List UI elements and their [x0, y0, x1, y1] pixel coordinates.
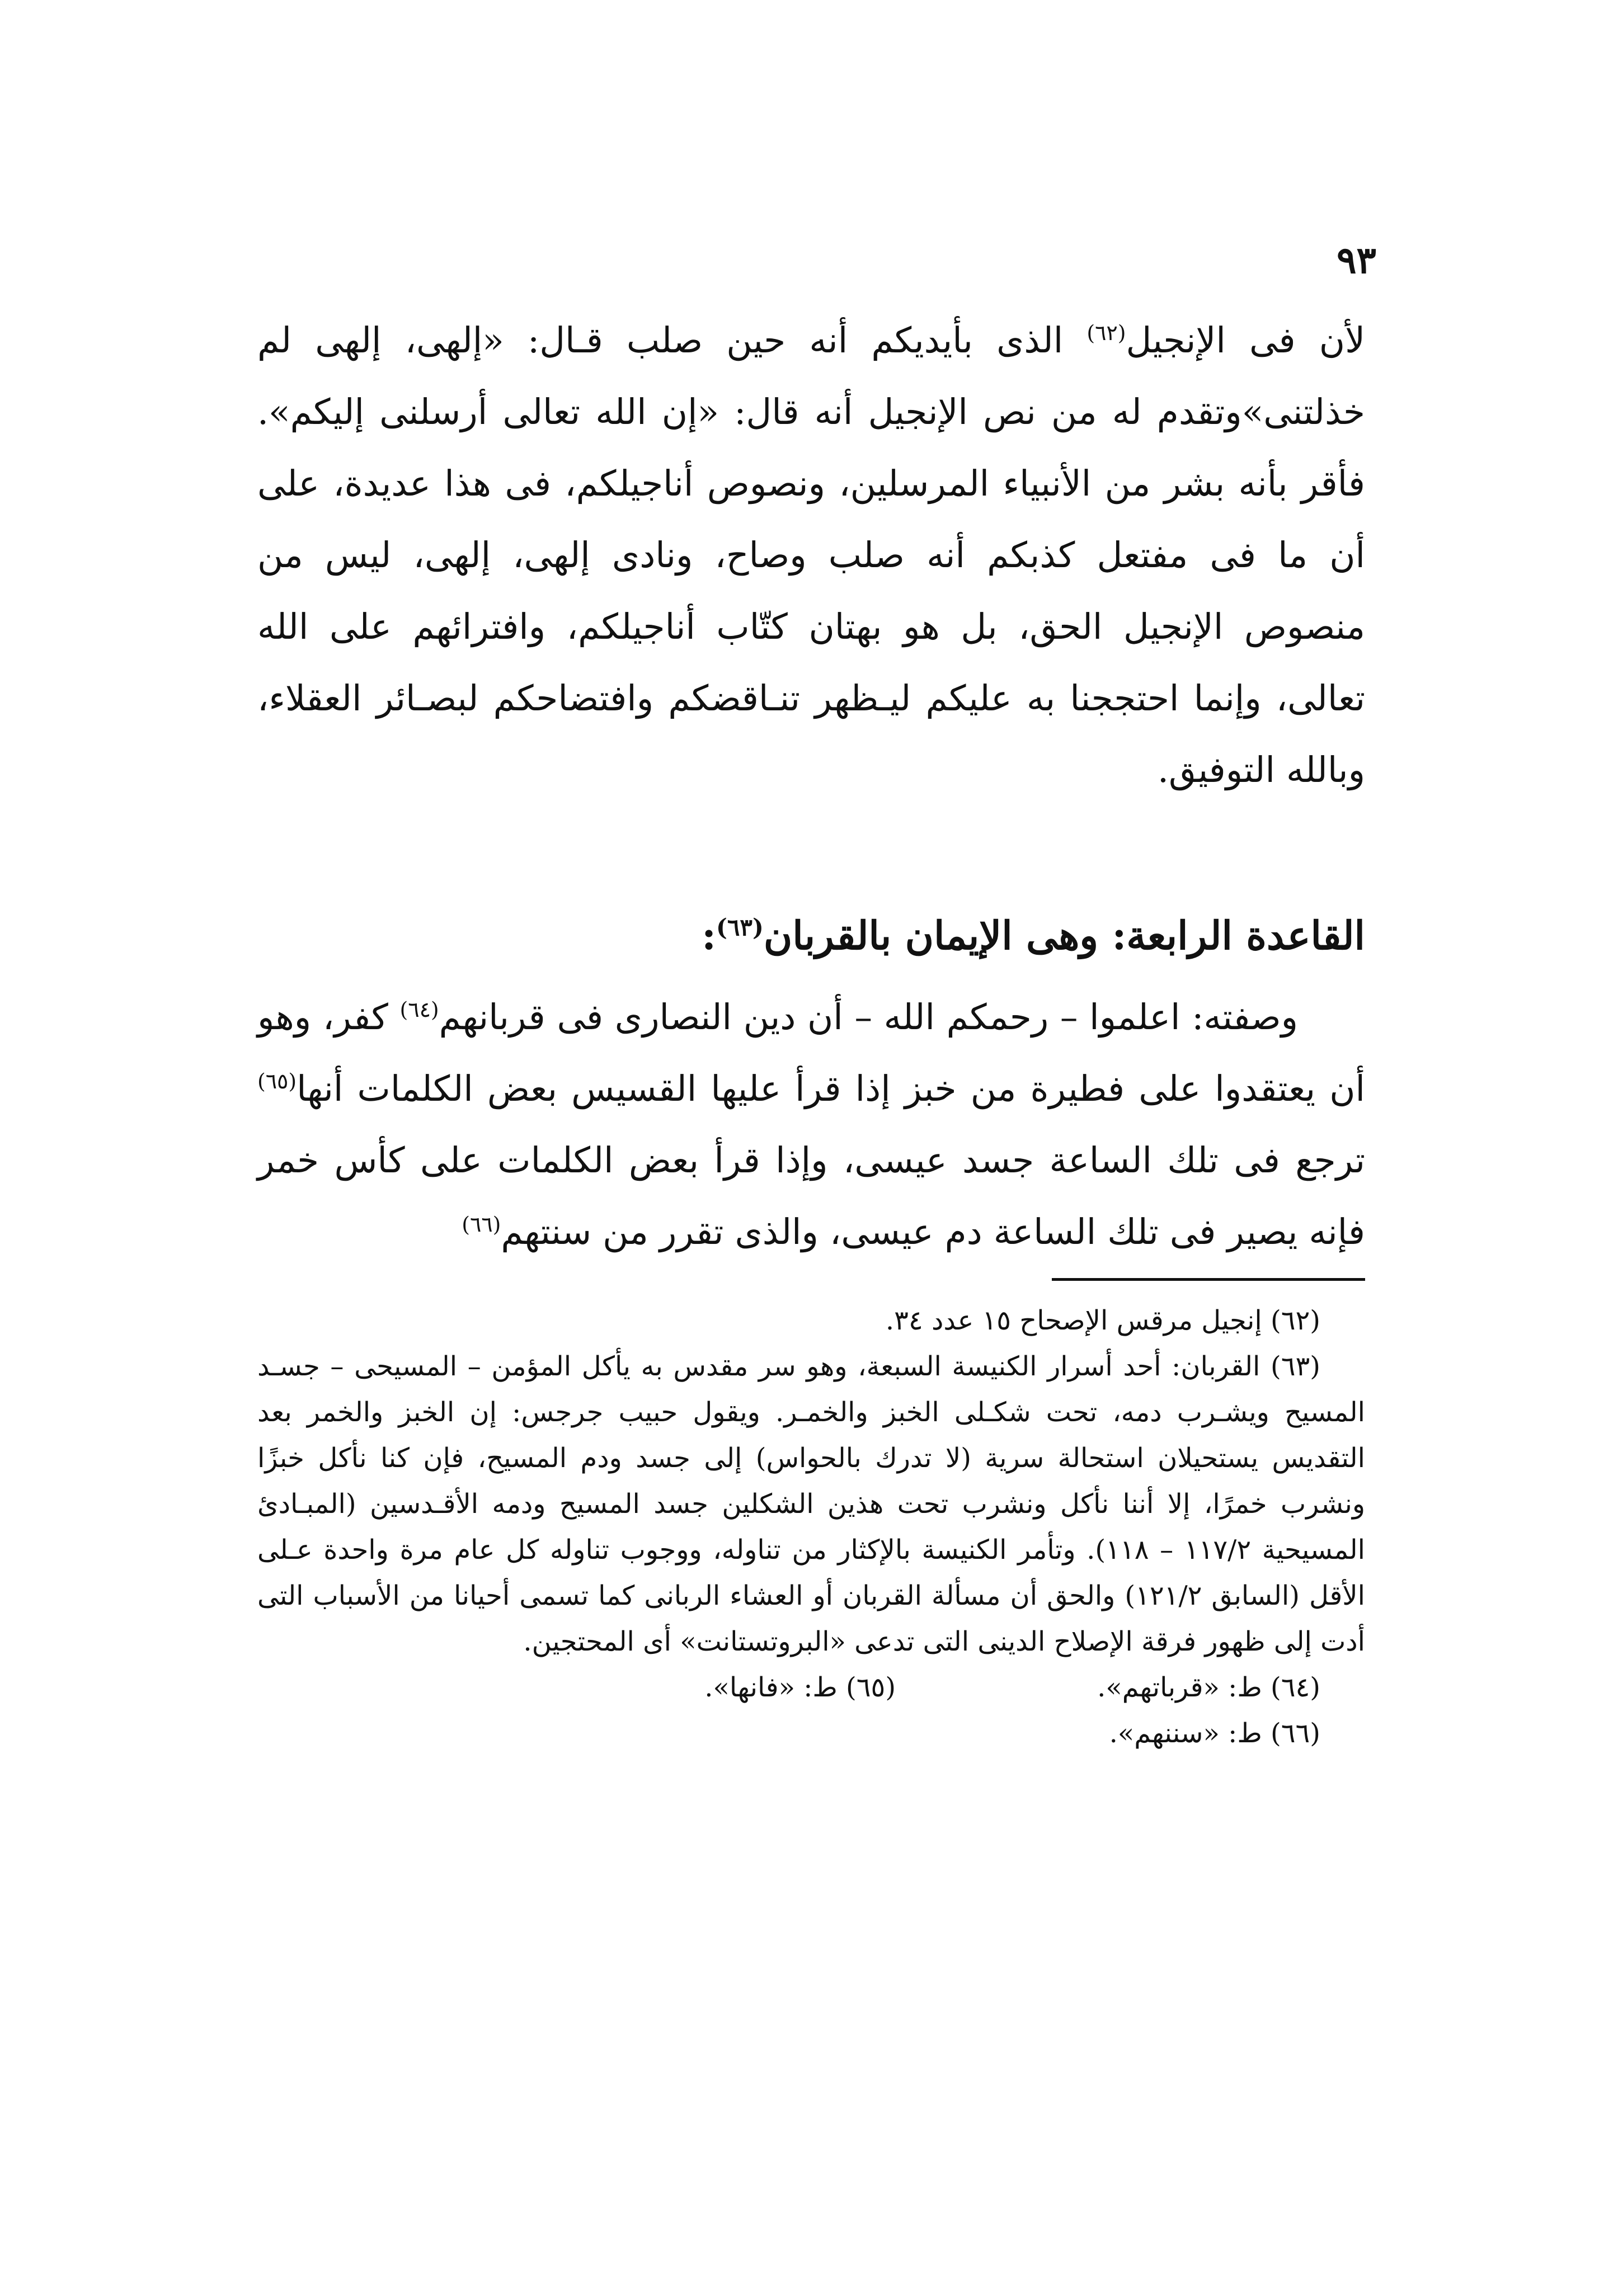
footnote-ref-62: (٦٢)	[1086, 320, 1126, 345]
paragraph-2	[257, 982, 1365, 1268]
paragraph-2-text-b: كفر، وهو أن يعتقدوا على فطيرة من خبز إذا قرأ عليها القسيس بعض الكلمات أنها	[257, 997, 1365, 1109]
footnote-divider	[1052, 1278, 1365, 1281]
footnote-ref-64: (٦٤)	[399, 997, 439, 1022]
section-heading	[257, 905, 1365, 967]
footnote-65: (٦٥) ط: «فانها».	[704, 1672, 896, 1703]
paragraph-1	[257, 305, 1365, 806]
section-heading-suffix: :	[702, 912, 716, 959]
section-heading-text: القاعدة الرابعة: وهى الإيمان بالقربان	[763, 912, 1365, 959]
footnote-ref-66: (٦٦)	[462, 1212, 501, 1237]
footnote-62: (٦٢) إنجيل مرقس الإصحاح ١٥ عدد ٣٤.	[885, 1305, 1320, 1336]
footnote-row-64-65	[257, 1665, 1365, 1710]
paragraph-2-text-c: ترجع فى تلك الساعة جسد عيسى، وإذا قرأ بعض الكلمات على كأس خمر فإنه يصير فى تلك الساعة دم عيسى، والذى تقرر من سنتهم	[257, 1140, 1365, 1252]
page-number: ٩٣	[1337, 238, 1376, 282]
footnote-66: (٦٦) ط: «سننهم».	[1109, 1718, 1320, 1749]
footnotes	[257, 1298, 1365, 1756]
footnote-ref-65: (٦٥)	[257, 1069, 297, 1093]
paragraph-1-text-b: الذى بأيديكم أنه حين صلب قـال: «إلهى، إلهى لم خذلتنى»وتقدم له من نص الإنجيل أنه قال: «إن الله تعالى أرسلنى إليكم». فأقر بأنه بشر من الأنبياء المرسلين، ونصوص أناجيلكم، فى هذا عديدة، على أن ما فى مفتعل كذبكم أنه صلب وصاح، ونادى إلهى، إلهى، ليس من منصوص الإنجيل الحق، بل هو بهتان كتّاب أناجيلكم، وافترائهم على الله تعالى، وإنما احتججنا به عليكم ليـظهر تنـاقضكم وافتضاحكم لبصـائر العقلاء، وبالله التوفيق.	[257, 320, 1365, 790]
footnote-64: (٦٤) ط: «قرباتهم».	[1097, 1672, 1320, 1703]
paragraph-1-text-a: لأن فى الإنجيل	[1126, 320, 1365, 361]
paragraph-2-text-a: وصفته: اعلموا – رحمكم الله – أن دين النصارى فى قربانهم	[439, 997, 1298, 1038]
footnote-63: (٦٣) القربان: أحد أسرار الكنيسة السبعة، وهو سر مقدس به يأكل المؤمن – المسيحى – جسـد المسيح ويشـرب دمه، تحت شكـلى الخبز والخمـر. ويقول حبيب جرجس: إن الخبز والخمر بعد التقديس يستحيلان استحالة سرية (لا تدرك بالحواس) إلى جسد ودم المسيح، فإن كنا نأكل خبزًا ونشرب خمرًا، إلا أننا نأكل ونشرب تحت هذين الشكلين جسد المسيح ودمه الأقـدسين (المبـادئ المسيحية ١١٧/٢ – ١١٨). وتأمر الكنيسة بالإكثار من تناوله، ووجوب تناوله كل عام مرة واحدة عـلى الأقل (السابق ١٢١/٢) والحق أن مسألة القربان أو العشاء الربانى كما تسمى أحيانا من الأسباب التى أدت إلى ظهور فرقة الإصلاح الدينى التى تدعى «البروتستانت» أى المحتجين.	[257, 1351, 1366, 1657]
footnote-ref-63: (٦٣)	[716, 913, 764, 941]
